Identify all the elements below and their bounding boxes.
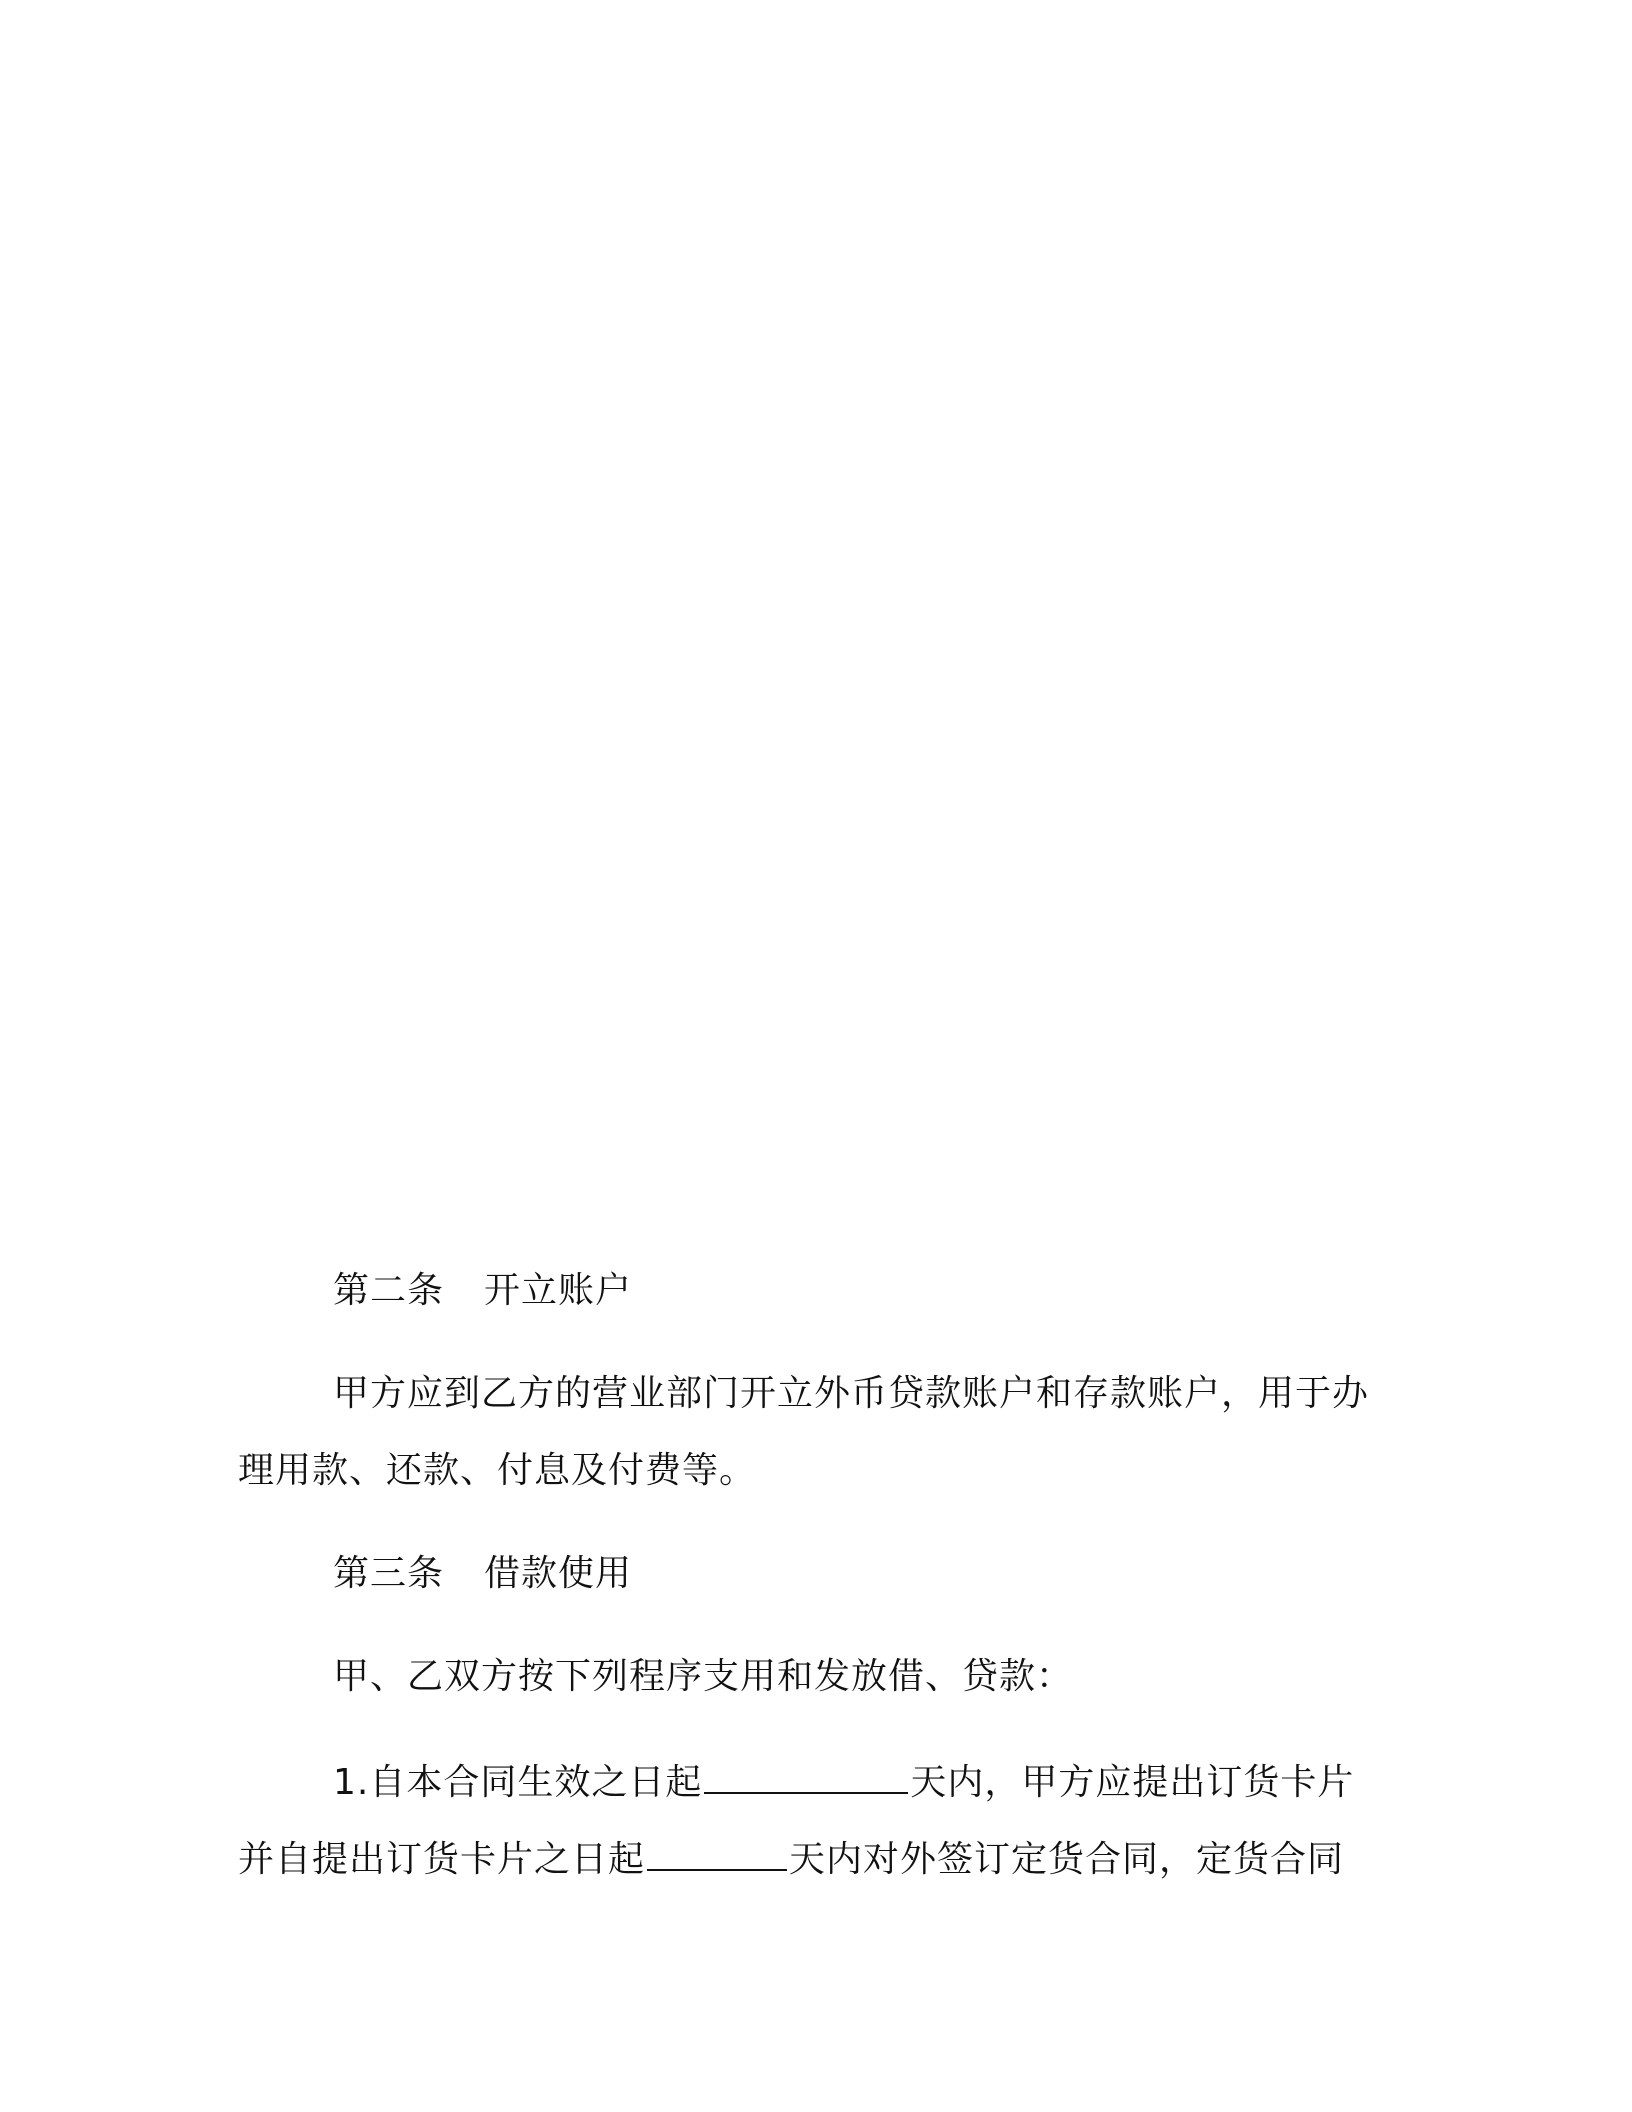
item-1-text-d: 天内对外签订定货合同，定货合同 — [789, 1839, 1345, 1880]
article-3-title: 借款使用 — [484, 1553, 633, 1594]
item-1-text-a: 1.自本合同生效之日起 — [333, 1762, 703, 1803]
fill-in-blank-days-1 — [704, 1758, 908, 1794]
article-2-heading — [333, 1267, 632, 1315]
article-3-item-1-line-2 — [238, 1835, 1344, 1884]
item-1-text-b: 天内，甲方应提出订货卡片 — [910, 1762, 1355, 1803]
article-3-intro: 甲、乙双方按下列程序支用和发放借、贷款： — [333, 1656, 1074, 1697]
article-2-number: 第二条 — [333, 1270, 445, 1311]
article-2-body-line-2: 理用款、还款、付息及付费等。 — [238, 1450, 757, 1491]
article-3-number: 第三条 — [333, 1553, 445, 1594]
article-2-title: 开立账户 — [484, 1270, 633, 1311]
article-3-heading — [333, 1550, 632, 1598]
article-3-item-1-line-1 — [333, 1758, 1354, 1807]
fill-in-blank-days-2 — [647, 1835, 787, 1871]
article-2-body-line-1: 甲方应到乙方的营业部门开立外币贷款账户和存款账户，用于办 — [333, 1373, 1370, 1414]
item-1-text-c: 并自提出订货卡片之日起 — [238, 1839, 646, 1880]
